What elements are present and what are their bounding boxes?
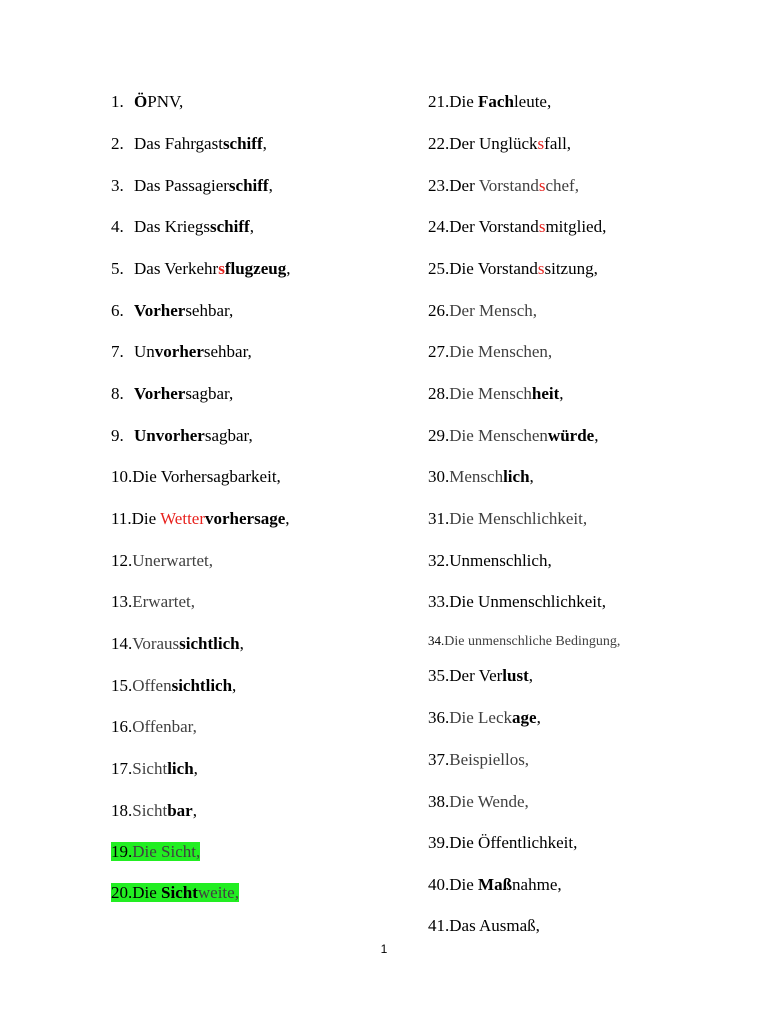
item-text bbox=[428, 634, 620, 649]
word-segment: Voraus bbox=[132, 634, 180, 653]
word-segment: , bbox=[285, 509, 290, 528]
item-text bbox=[111, 634, 244, 653]
item-text bbox=[111, 384, 233, 403]
list-item bbox=[111, 91, 183, 113]
word-segment: Der Unglück bbox=[449, 134, 538, 153]
item-number: 26. bbox=[428, 301, 450, 320]
item-number: 23. bbox=[428, 176, 450, 195]
list-item bbox=[428, 508, 587, 530]
list-item bbox=[428, 258, 598, 280]
word-segment: sehbar, bbox=[203, 342, 252, 361]
word-segment: Ö bbox=[134, 92, 148, 111]
list-item bbox=[428, 91, 551, 113]
list-item bbox=[428, 791, 529, 813]
list-item bbox=[111, 466, 281, 488]
item-text bbox=[428, 467, 534, 486]
list-item bbox=[111, 341, 252, 363]
word-segment: Offen bbox=[132, 676, 172, 695]
word-segment: , bbox=[232, 676, 237, 695]
word-segment: sagbar, bbox=[204, 426, 253, 445]
word-segment: chef, bbox=[545, 176, 579, 195]
word-segment: Die bbox=[449, 875, 479, 894]
item-text bbox=[111, 592, 195, 611]
list-item bbox=[428, 466, 534, 488]
list-item bbox=[428, 874, 562, 896]
word-segment: Der bbox=[449, 176, 479, 195]
word-segment: , bbox=[268, 176, 273, 195]
word-segment: Das Kriegs bbox=[134, 217, 211, 236]
word-segment: PNV, bbox=[147, 92, 184, 111]
word-segment: , bbox=[249, 217, 254, 236]
item-text bbox=[111, 342, 252, 361]
item-number: 32. bbox=[428, 551, 450, 570]
word-segment: Die Menschlichkeit, bbox=[449, 509, 588, 528]
list-item bbox=[428, 216, 606, 238]
item-text bbox=[428, 259, 598, 278]
word-segment: age bbox=[512, 708, 537, 727]
item-number: 17. bbox=[111, 759, 133, 778]
item-number: 31. bbox=[428, 509, 450, 528]
word-segment: , bbox=[528, 666, 533, 685]
word-segment: Mensch bbox=[449, 467, 504, 486]
item-number: 37. bbox=[428, 750, 450, 769]
item-text bbox=[428, 426, 598, 445]
list-item bbox=[111, 300, 233, 322]
word-segment: Die bbox=[131, 509, 161, 528]
item-number: 4. bbox=[111, 217, 124, 236]
item-text bbox=[111, 509, 290, 528]
item-text bbox=[111, 676, 236, 695]
page-number: 1 bbox=[380, 942, 388, 956]
list-item bbox=[428, 425, 598, 447]
list-item bbox=[111, 383, 233, 405]
list-item bbox=[111, 716, 197, 738]
word-segment: Die Leck bbox=[449, 708, 513, 727]
word-segment: flugzeug bbox=[224, 259, 287, 278]
word-segment: Die Menschen bbox=[449, 426, 548, 445]
word-segment: lich bbox=[503, 467, 530, 486]
highlighted-text bbox=[111, 842, 200, 861]
word-segment: schiff bbox=[222, 134, 263, 153]
list-item bbox=[111, 508, 290, 530]
item-text bbox=[428, 217, 606, 236]
list-item bbox=[428, 591, 606, 613]
word-segment: leute, bbox=[513, 92, 552, 111]
list-item bbox=[428, 707, 541, 729]
item-number: 20. bbox=[111, 883, 133, 902]
item-number: 18. bbox=[111, 801, 133, 820]
list-item bbox=[428, 341, 552, 363]
list-item bbox=[428, 665, 533, 687]
list-item bbox=[111, 758, 198, 780]
word-segment: Offenbar, bbox=[132, 717, 197, 736]
item-text bbox=[428, 176, 579, 195]
item-number: 29. bbox=[428, 426, 450, 445]
item-number: 21. bbox=[428, 92, 450, 111]
list-item bbox=[428, 915, 540, 937]
list-item bbox=[428, 550, 552, 572]
word-segment: Die Öffentlichkeit, bbox=[449, 833, 578, 852]
word-segment: Sicht bbox=[132, 801, 168, 820]
item-number: 16. bbox=[111, 717, 133, 736]
word-segment: nahme, bbox=[512, 875, 562, 894]
item-number: 25. bbox=[428, 259, 450, 278]
word-segment: Unvorher bbox=[134, 426, 205, 445]
word-segment: , bbox=[193, 759, 198, 778]
list-item bbox=[428, 832, 577, 854]
item-number: 33. bbox=[428, 592, 450, 611]
word-segment: sehbar, bbox=[185, 301, 234, 320]
word-segment: Das Ausmaß, bbox=[449, 916, 540, 935]
item-text bbox=[111, 92, 183, 111]
word-segment: , bbox=[536, 708, 541, 727]
word-segment: weite, bbox=[197, 883, 239, 902]
item-text bbox=[428, 509, 587, 528]
word-segment: , bbox=[594, 426, 599, 445]
word-segment: s bbox=[218, 259, 225, 278]
word-segment: Die Vorhersagbarkeit, bbox=[132, 467, 281, 486]
item-text bbox=[428, 342, 552, 361]
item-text bbox=[428, 792, 529, 811]
item-number: 1. bbox=[111, 92, 124, 111]
list-item bbox=[111, 675, 236, 697]
item-number: 12. bbox=[111, 551, 133, 570]
word-segment: Das Fahrgast bbox=[134, 134, 223, 153]
item-text bbox=[428, 551, 552, 570]
item-number: 35. bbox=[428, 666, 450, 685]
list-item bbox=[111, 841, 200, 863]
word-segment: vorhersage bbox=[205, 509, 286, 528]
item-number: 28. bbox=[428, 384, 450, 403]
list-item bbox=[111, 175, 273, 197]
list-item bbox=[111, 133, 267, 155]
item-text bbox=[111, 176, 273, 195]
list-item bbox=[428, 383, 564, 405]
word-segment: lust bbox=[502, 666, 529, 685]
word-segment: Vorher bbox=[134, 384, 186, 403]
item-number: 19. bbox=[111, 842, 133, 861]
item-number: 38. bbox=[428, 792, 450, 811]
word-segment: Unerwartet, bbox=[132, 551, 213, 570]
list-item bbox=[111, 882, 239, 904]
item-text bbox=[111, 426, 253, 445]
word-segment: sichtlich bbox=[179, 634, 240, 653]
list-item bbox=[111, 425, 253, 447]
list-item bbox=[428, 749, 529, 771]
word-segment: Vorher bbox=[134, 301, 186, 320]
word-segment: Die Vorstand bbox=[449, 259, 538, 278]
item-number: 14. bbox=[111, 634, 133, 653]
word-segment: Das Verkehr bbox=[134, 259, 219, 278]
item-number: 7. bbox=[111, 342, 124, 361]
word-segment: Die Unmenschlichkeit, bbox=[449, 592, 606, 611]
word-segment: , bbox=[262, 134, 267, 153]
word-segment: sagbar, bbox=[185, 384, 234, 403]
item-text bbox=[111, 301, 233, 320]
word-segment: Die Menschen, bbox=[449, 342, 553, 361]
item-text bbox=[428, 384, 564, 403]
item-number: 5. bbox=[111, 259, 124, 278]
word-segment: würde bbox=[547, 426, 595, 445]
word-segment: , bbox=[192, 801, 197, 820]
word-segment: Die bbox=[449, 92, 479, 111]
word-segment: Die Mensch bbox=[449, 384, 532, 403]
word-segment: s bbox=[538, 176, 546, 195]
word-segment: Wetter bbox=[160, 509, 206, 528]
word-segment: Die bbox=[132, 883, 162, 902]
item-number: 2. bbox=[111, 134, 124, 153]
word-segment: Das Passagier bbox=[134, 176, 229, 195]
item-text bbox=[111, 467, 281, 486]
list-item bbox=[111, 591, 195, 613]
word-segment: fall, bbox=[544, 134, 572, 153]
word-segment: Der Ver bbox=[449, 666, 503, 685]
word-segment: bar bbox=[167, 801, 193, 820]
list-item bbox=[111, 216, 254, 238]
list-item bbox=[111, 633, 244, 655]
word-segment: mitglied, bbox=[545, 217, 607, 236]
word-segment: Die unmenschliche Bedingung, bbox=[444, 634, 621, 649]
item-text bbox=[428, 92, 551, 111]
item-number: 24. bbox=[428, 217, 450, 236]
item-text bbox=[428, 833, 577, 852]
list-item bbox=[428, 630, 620, 652]
item-text bbox=[428, 708, 541, 727]
item-text bbox=[111, 259, 290, 278]
item-text bbox=[428, 750, 529, 769]
word-segment: lich bbox=[167, 759, 194, 778]
list-item bbox=[428, 133, 571, 155]
word-segment: schiff bbox=[210, 217, 250, 236]
item-number: 36. bbox=[428, 708, 450, 727]
item-number: 27. bbox=[428, 342, 450, 361]
word-segment: s bbox=[538, 217, 546, 236]
item-text bbox=[111, 717, 197, 736]
word-segment: Maß bbox=[478, 875, 513, 894]
item-number: 40. bbox=[428, 875, 450, 894]
word-segment: Fach bbox=[478, 92, 514, 111]
word-segment: Sicht bbox=[132, 759, 168, 778]
word-segment: Sicht bbox=[161, 883, 198, 902]
item-number: 9. bbox=[111, 426, 124, 445]
word-segment: s bbox=[537, 134, 545, 153]
word-segment: Un bbox=[134, 342, 155, 361]
list-item bbox=[111, 258, 290, 280]
list-item bbox=[428, 175, 579, 197]
list-item bbox=[111, 550, 213, 572]
word-segment: , bbox=[559, 384, 564, 403]
item-text bbox=[111, 759, 198, 778]
word-segment: Der Vorstand bbox=[449, 217, 539, 236]
item-number: 8. bbox=[111, 384, 124, 403]
word-segment: sitzung, bbox=[544, 259, 598, 278]
word-segment: , bbox=[239, 634, 244, 653]
item-text bbox=[111, 801, 197, 820]
word-segment: Der Mensch, bbox=[449, 301, 538, 320]
word-segment: Die Wende, bbox=[449, 792, 529, 811]
item-number: 3. bbox=[111, 176, 124, 195]
item-text bbox=[428, 134, 571, 153]
item-number: 39. bbox=[428, 833, 450, 852]
item-text bbox=[111, 551, 213, 570]
word-segment: sichtlich bbox=[171, 676, 233, 695]
item-text bbox=[428, 301, 537, 320]
item-text bbox=[111, 134, 267, 153]
word-segment: , bbox=[529, 467, 534, 486]
item-text bbox=[428, 875, 562, 894]
word-segment: , bbox=[286, 259, 291, 278]
item-text bbox=[428, 666, 533, 685]
word-segment: Die Sicht, bbox=[132, 842, 201, 861]
word-segment: s bbox=[537, 259, 545, 278]
item-text bbox=[111, 217, 254, 236]
item-number: 41. bbox=[428, 916, 450, 935]
item-number: 30. bbox=[428, 467, 450, 486]
item-number: 15. bbox=[111, 676, 133, 695]
item-number: 10. bbox=[111, 467, 133, 486]
item-number: 34. bbox=[428, 633, 445, 648]
word-segment: Beispiellos, bbox=[449, 750, 530, 769]
list-item bbox=[428, 300, 537, 322]
item-number: 11. bbox=[111, 509, 132, 528]
item-text bbox=[428, 592, 606, 611]
word-segment: Vorstand bbox=[478, 176, 539, 195]
highlighted-text bbox=[111, 883, 239, 902]
word-segment: Erwartet, bbox=[132, 592, 196, 611]
word-segment: Unmenschlich, bbox=[449, 551, 552, 570]
item-text bbox=[428, 916, 540, 935]
word-segment: vorher bbox=[154, 342, 204, 361]
item-number: 22. bbox=[428, 134, 450, 153]
word-segment: heit bbox=[531, 384, 560, 403]
list-item bbox=[111, 800, 197, 822]
item-number: 6. bbox=[111, 301, 124, 320]
word-segment: schiff bbox=[228, 176, 269, 195]
item-number: 13. bbox=[111, 592, 133, 611]
